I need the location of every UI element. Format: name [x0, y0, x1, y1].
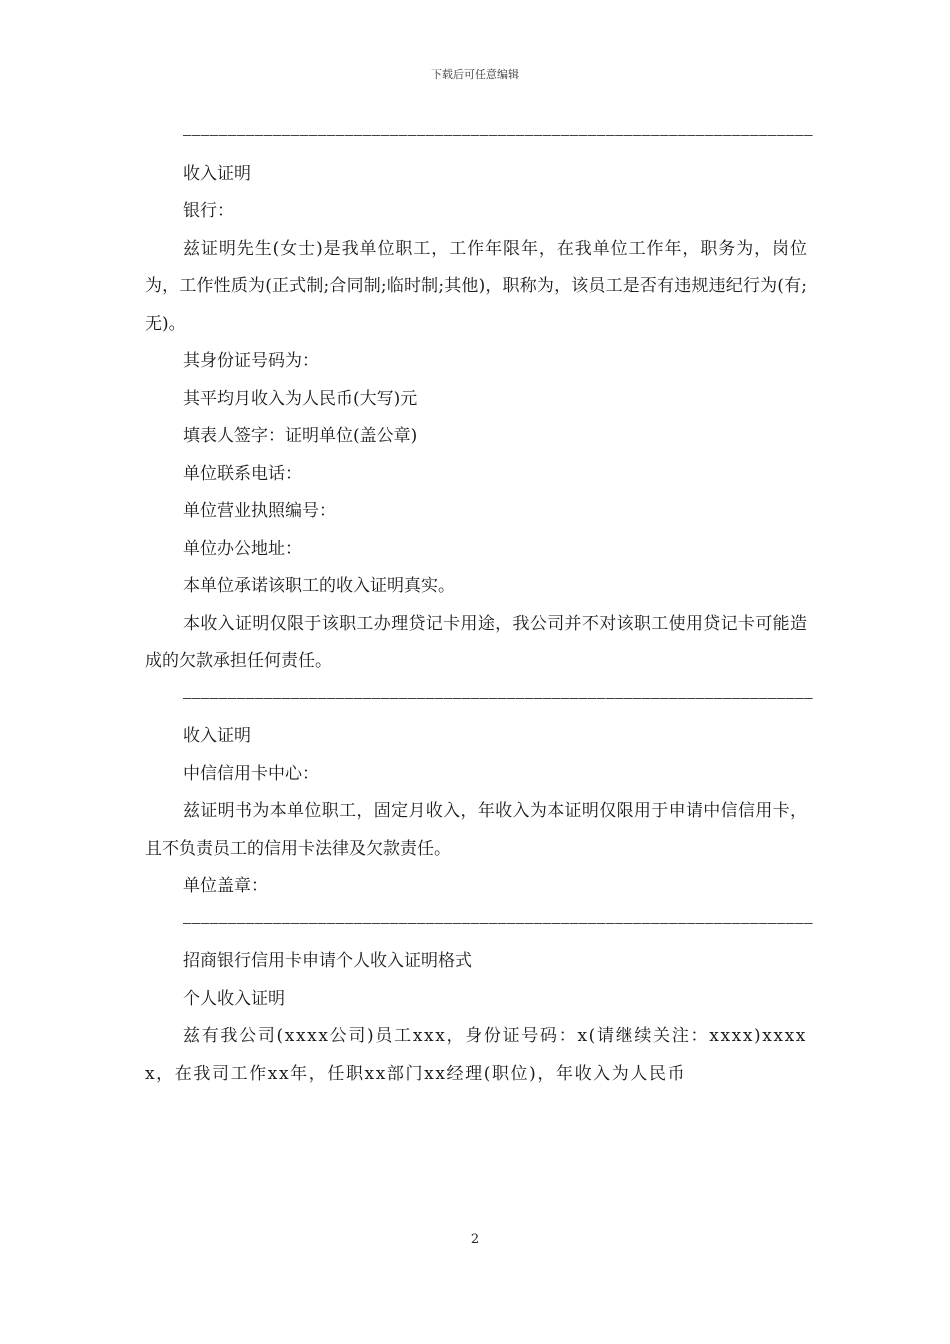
field-business-license: 单位营业执照编号： [183, 501, 336, 521]
field-office-address: 单位办公地址： [183, 538, 302, 559]
field-id-number: 其身份证号码为： [183, 351, 319, 371]
paragraph-employment-details: 兹证明先生(女士)是我单位职工，工作年限年，在我单位工作年，职务为，岗位为，工作性质为(正式制;合同制;临时制;其他)，职称为，该员工是否有违规违纪行为(有;无)。 [145, 238, 807, 334]
field-company-seal: 单位盖章： [183, 876, 268, 896]
paragraph-citic-proof: 兹证明书为本单位职工，固定月收入，年收入为本证明仅限用于申请中信信用卡，且不负责员工的信用卡法律及欠款责任。 [145, 801, 807, 859]
addressee-citic: 中信信用卡中心： [183, 763, 319, 784]
page-number: 2 [470, 1232, 480, 1247]
paragraph-disclaimer: 本收入证明仅限于该职工办理贷记卡用途，我公司并不对该职工使用贷记卡可能造成的欠款承担任何责任。 [145, 613, 807, 671]
section-title-income-proof-1: 收入证明 [183, 163, 251, 184]
field-monthly-income: 其平均月收入为人民币(大写)元 [183, 388, 418, 409]
page-header-note: 下载后可任意编辑 [431, 68, 519, 81]
separator-line-2: —————————————————————————————————————————————————————————————————————— [183, 690, 814, 707]
addressee-bank: 银行： [183, 201, 234, 221]
document-body [145, 118, 814, 1093]
field-signature-seal: 填表人签字：证明单位(盖公章) [183, 426, 418, 446]
section-title-income-proof-2: 收入证明 [183, 726, 251, 746]
field-company-phone: 单位联系电话： [183, 463, 302, 484]
separator-line-1: —————————————————————————————————————————————————————————————————————— [183, 128, 814, 144]
section-title-cmb-format: 招商银行信用卡申请个人收入证明格式 [183, 951, 472, 971]
paragraph-commitment: 本单位承诺该职工的收入证明真实。 [183, 576, 455, 596]
paragraph-personal-income: 兹有我公司(xxxx公司)员工xxx，身份证号码：x(请继续关注：xxxx)xxxxx，在我司工作xx年，任职xx部门xx经理(职位)，年收入为人民币 [145, 1026, 807, 1084]
separator-line-3: —————————————————————————————————————————————————————————————————————— [183, 915, 814, 932]
section-title-personal-income: 个人收入证明 [183, 988, 285, 1009]
